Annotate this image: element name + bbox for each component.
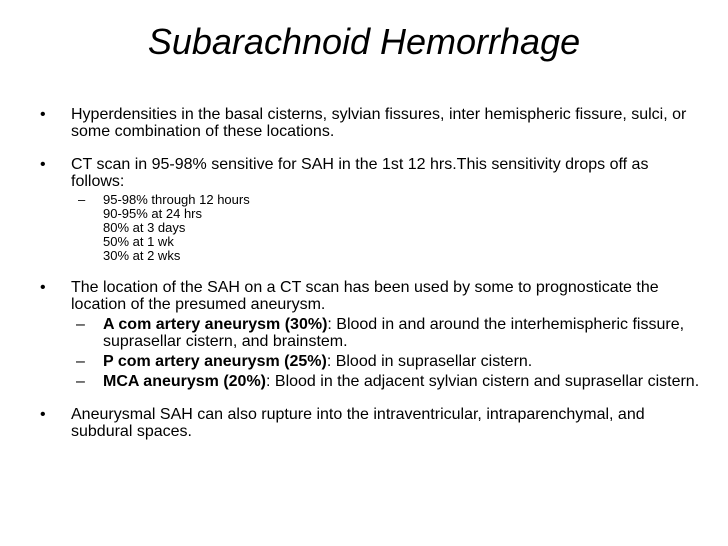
dash-marker: – bbox=[76, 353, 85, 370]
bullet-item bbox=[40, 406, 700, 440]
slide-title: Subarachnoid Hemorrhage bbox=[147, 21, 581, 62]
bullet-text: Aneurysmal SAH can also rupture into the intraventricular, intraparenchymal, and subdural spaces. bbox=[71, 406, 645, 440]
sensitivity-line: 90-95% at 24 hrs bbox=[103, 206, 203, 221]
bullet-marker: • bbox=[40, 279, 46, 296]
aneurysm-description: : Blood in and around the interhemispheric fissure, suprasellar cistern, and brainstem. bbox=[103, 316, 685, 350]
aneurysm-description: : Blood in suprasellar cistern. bbox=[326, 353, 533, 370]
bullet-text: Hyperdensities in the basal cisterns, sylvian fissures, inter hemispheric fissure, sulci, or some combination of these locations. bbox=[71, 106, 687, 140]
aneurysm-list bbox=[71, 316, 700, 390]
bullet-text: CT scan in 95-98% sensitive for SAH in the 1st 12 hrs.This sensitivity drops off as follows: bbox=[71, 156, 649, 190]
bullet-marker: • bbox=[40, 406, 46, 423]
bullet-item bbox=[40, 279, 700, 390]
aneurysm-item bbox=[71, 316, 700, 350]
bullet-marker: • bbox=[40, 156, 46, 173]
bullet-item bbox=[40, 156, 700, 263]
sensitivity-line: 95-98% through 12 hours bbox=[103, 192, 250, 207]
sensitivity-item bbox=[71, 193, 700, 263]
aneurysm-item bbox=[71, 373, 700, 390]
sensitivity-list bbox=[71, 193, 700, 263]
dash-marker: – bbox=[76, 316, 85, 333]
bullet-list bbox=[40, 106, 700, 456]
aneurysm-item bbox=[71, 353, 700, 370]
bullet-item bbox=[40, 106, 700, 140]
sensitivity-line: 80% at 3 days bbox=[103, 220, 186, 235]
dash-marker: – bbox=[76, 373, 85, 390]
aneurysm-description: : Blood in the adjacent sylvian cistern and suprasellar cistern. bbox=[266, 373, 700, 390]
dash-marker: – bbox=[78, 192, 86, 207]
aneurysm-label: MCA aneurysm (20%) bbox=[103, 373, 267, 390]
aneurysm-label: A com artery aneurysm (30%) bbox=[103, 316, 328, 333]
sensitivity-line: 30% at 2 wks bbox=[103, 248, 181, 263]
aneurysm-label: P com artery aneurysm (25%) bbox=[103, 353, 327, 370]
bullet-marker: • bbox=[40, 106, 46, 123]
sensitivity-line: 50% at 1 wk bbox=[103, 234, 174, 249]
bullet-text: The location of the SAH on a CT scan has been used by some to prognosticate the location of the presumed aneurysm. bbox=[71, 279, 659, 313]
